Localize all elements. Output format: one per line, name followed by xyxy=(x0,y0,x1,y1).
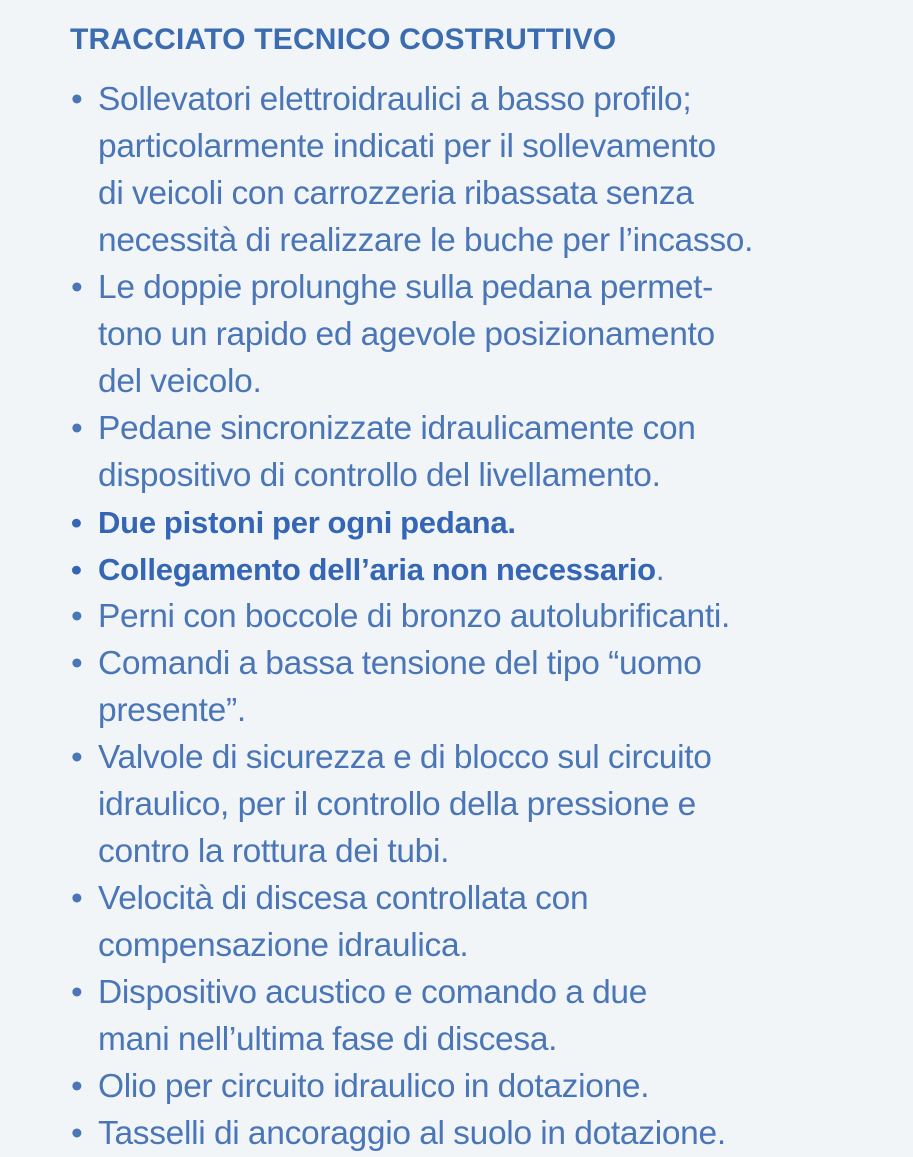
spec-item-text xyxy=(98,76,883,264)
spec-item-trailing-punctuation: . xyxy=(655,552,665,587)
spec-item-line: Sollevatori elettroidraulici a basso profilo; xyxy=(98,81,692,118)
spec-item-line: particolarmente indicati per il sollevamento xyxy=(98,128,716,165)
spec-item-olio-circuito-idraulico xyxy=(70,1063,883,1110)
spec-item-line: idraulico, per il controllo della pressione e xyxy=(98,786,696,823)
spec-item-perni-boccole-bronzo xyxy=(70,593,883,640)
spec-item-text xyxy=(98,969,883,1063)
bullet-icon: • xyxy=(71,505,82,540)
bullet-icon: • xyxy=(71,974,83,1011)
bullet-icon: • xyxy=(71,645,83,682)
spec-item-text xyxy=(98,499,883,546)
spec-item-tasselli-ancoraggio-suolo xyxy=(70,1110,883,1157)
bullet-icon: • xyxy=(71,81,83,118)
bullet-icon: • xyxy=(71,552,82,587)
bullet-icon: • xyxy=(71,410,83,447)
spec-item-due-pistoni-per-pedana xyxy=(70,499,883,546)
spec-item-line: Dispositivo acustico e comando a due xyxy=(98,974,648,1011)
spec-item-line: Pedane sincronizzate idraulicamente con xyxy=(98,410,696,447)
spec-item-line: dispositivo di controllo del livellamento. xyxy=(98,457,661,494)
spec-item-line: Due pistoni per ogni pedana. xyxy=(98,505,516,540)
spec-item-velocita-discesa-controllata xyxy=(70,875,883,969)
spec-item-text xyxy=(98,405,883,499)
spec-item-dispositivo-acustico-due-mani xyxy=(70,969,883,1063)
spec-item-text xyxy=(98,1063,883,1110)
spec-item-line: Le doppie prolunghe sulla pedana permet- xyxy=(98,269,714,306)
spec-item-line: di veicoli con carrozzeria ribassata senza xyxy=(98,175,694,212)
spec-item-text xyxy=(98,734,883,875)
spec-item-text xyxy=(98,640,883,734)
spec-item-text xyxy=(98,875,883,969)
spec-item-line: necessità di realizzare le buche per l’incasso. xyxy=(98,222,754,259)
spec-item-line: presente”. xyxy=(98,692,246,729)
spec-item-comandi-bassa-tensione xyxy=(70,640,883,734)
specification-list xyxy=(70,76,883,1157)
bullet-icon: • xyxy=(71,739,83,776)
spec-item-line: contro la rottura dei tubi. xyxy=(98,833,450,870)
bullet-icon: • xyxy=(71,880,83,917)
spec-item-collegamento-aria-non-necessario xyxy=(70,546,883,593)
spec-item-sollevatori-basso-profilo xyxy=(70,76,883,264)
bullet-icon: • xyxy=(71,598,83,635)
spec-item-line: Perni con boccole di bronzo autolubrificanti. xyxy=(98,598,731,635)
spec-item-line: Valvole di sicurezza e di blocco sul circuito xyxy=(98,739,712,776)
spec-item-line: Comandi a bassa tensione del tipo “uomo xyxy=(98,645,702,682)
spec-item-line: Collegamento dell’aria non necessario. xyxy=(98,552,665,587)
bullet-icon: • xyxy=(71,1068,83,1105)
spec-item-line: compensazione idraulica. xyxy=(98,927,469,964)
spec-item-doppie-prolunghe-pedana xyxy=(70,264,883,405)
spec-item-text xyxy=(98,1110,883,1157)
spec-item-line: Velocità di discesa controllata con xyxy=(98,880,589,917)
spec-item-text xyxy=(98,546,883,593)
spec-item-pedane-sincronizzate xyxy=(70,405,883,499)
spec-item-text xyxy=(98,264,883,405)
spec-item-line: del veicolo. xyxy=(98,363,262,400)
bullet-icon: • xyxy=(71,1115,83,1152)
spec-item-line: Tasselli di ancoraggio al suolo in dotazione. xyxy=(98,1115,726,1152)
bullet-icon: • xyxy=(71,269,83,306)
spec-item-line: Olio per circuito idraulico in dotazione. xyxy=(98,1068,650,1105)
spec-item-text xyxy=(98,593,883,640)
spec-item-line: tono un rapido ed agevole posizionamento xyxy=(98,316,715,353)
page-title: TRACCIATO TECNICO COSTRUTTIVO xyxy=(70,23,617,56)
spec-item-valvole-sicurezza-blocco xyxy=(70,734,883,875)
spec-item-line: mani nell’ultima fase di discesa. xyxy=(98,1021,558,1058)
